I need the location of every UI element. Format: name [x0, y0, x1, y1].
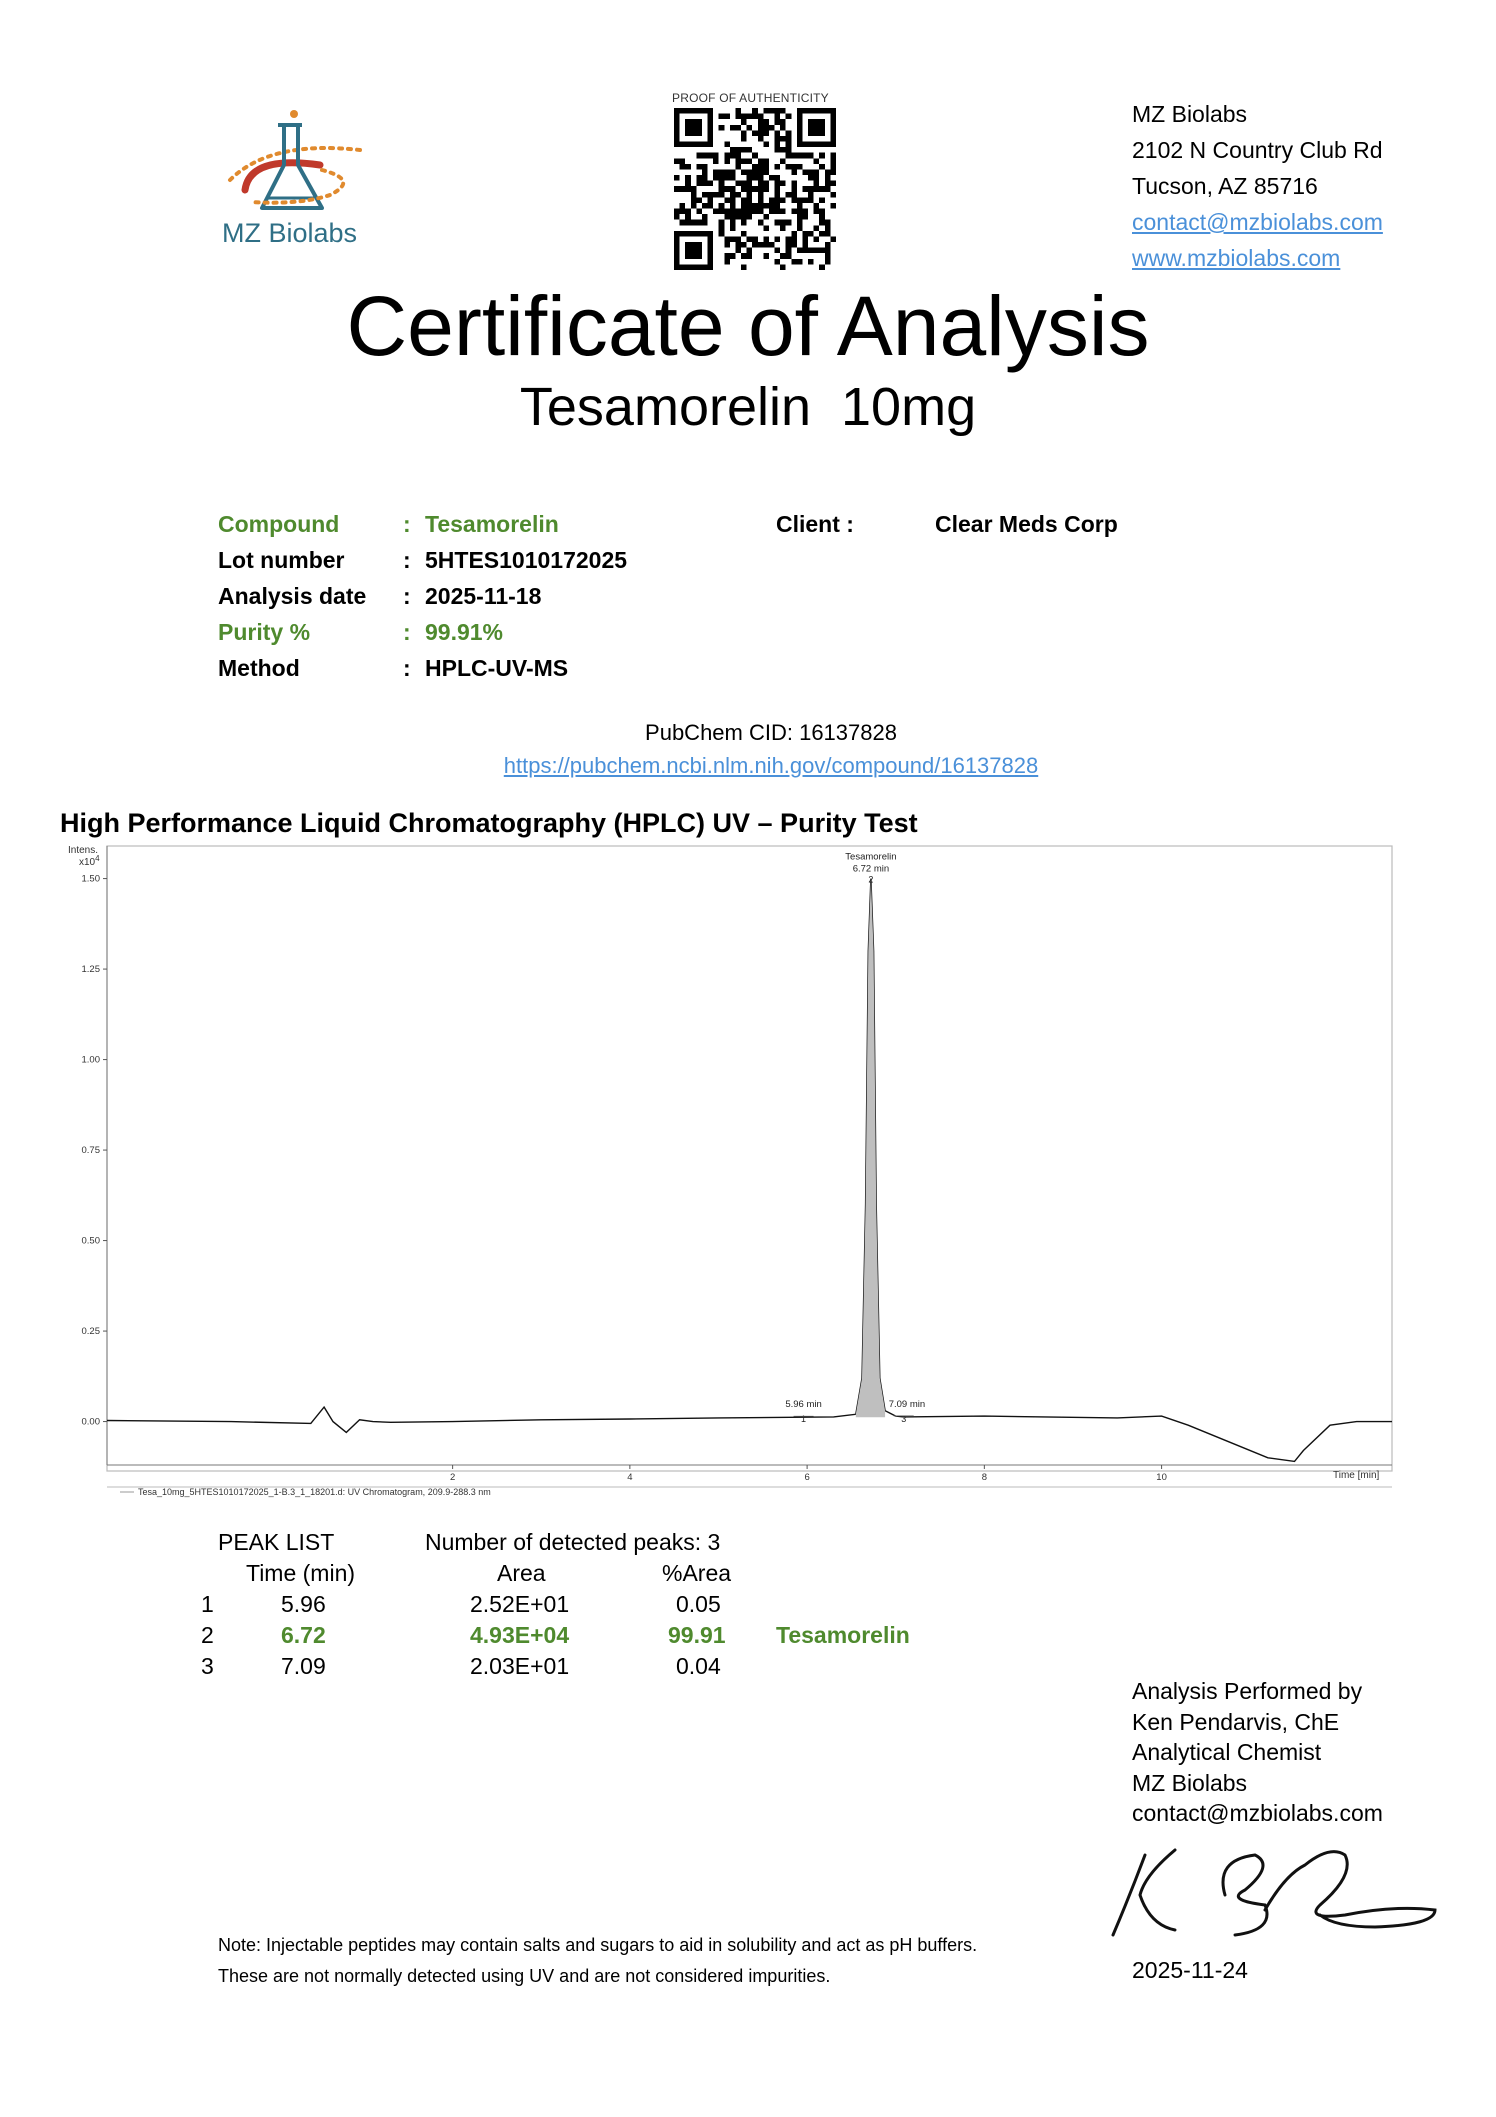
date-value: 2025-11-18: [425, 583, 542, 609]
y-axis-label: Intens.: [68, 845, 99, 856]
x-axis-label: Time [min]: [1333, 1470, 1380, 1481]
footnote-line1: Note: Injectable peptides may contain salts and sugars to aid in solubility and act as pH buffers.: [218, 1935, 978, 1955]
pubchem-block: [0, 716, 1496, 782]
x-tick-label: 4: [627, 1472, 633, 1483]
peak-row-n: 3: [201, 1653, 214, 1679]
purity-value: 99.91%: [425, 619, 504, 645]
signature-date: 2025-11-24: [1132, 1957, 1248, 1983]
chromatogram-trace: [107, 879, 1392, 1462]
peak-row-time: 5.96: [281, 1591, 326, 1617]
analyst-name: Ken Pendarvis, ChE: [1132, 1708, 1340, 1735]
qr-label: PROOF OF AUTHENTICITY: [672, 91, 829, 105]
peak-count: Number of detected peaks: 3: [425, 1529, 721, 1555]
analyst-block: [1132, 1676, 1383, 1829]
y-tick-label: 1.50: [81, 873, 100, 885]
lot-label: Lot number: [218, 547, 345, 573]
hplc-section-title: High Performance Liquid Chromatography (HPLC) UV – Purity Test: [60, 808, 918, 838]
page-title: Certificate of Analysis: [346, 279, 1150, 373]
date-label: Analysis date: [218, 583, 367, 609]
qr-code: [674, 108, 836, 270]
peak-annotation-number: 3: [901, 1413, 907, 1424]
lab-name: MZ Biolabs: [1132, 101, 1248, 127]
peak-row-pct: 99.91: [668, 1622, 726, 1648]
x-tick-label: 6: [804, 1472, 810, 1483]
compound-label: Compound: [218, 511, 340, 537]
peak-row-pct: 0.04: [676, 1653, 721, 1679]
lot-colon: :: [403, 547, 411, 573]
peak-row-n: 2: [201, 1622, 214, 1648]
analyst-org: MZ Biolabs: [1132, 1769, 1248, 1796]
hplc-chromatogram: [60, 840, 1400, 1502]
client-label: Client :: [776, 511, 854, 537]
peak-annotation-number: 1: [801, 1414, 807, 1425]
footnote-line2: These are not normally detected using UV and are not considered impurities.: [218, 1966, 831, 1986]
pubchem-cid: PubChem CID: 16137828: [645, 720, 897, 745]
lab-city: Tucson, AZ 85716: [1132, 173, 1318, 199]
main-peak-area: [856, 879, 885, 1418]
peak-row-area: 2.52E+01: [470, 1591, 570, 1617]
peak-row-area: 2.03E+01: [470, 1653, 570, 1679]
plot-frame: [107, 846, 1392, 1471]
peak-list-title: PEAK LIST: [218, 1529, 335, 1555]
peak-row-compound: Tesamorelin: [776, 1622, 910, 1648]
y-tick-label: 0.50: [81, 1235, 100, 1247]
x-tick-label: 10: [1156, 1472, 1167, 1483]
header-area: Area: [497, 1560, 546, 1586]
page-subtitle: Tesamorelin 10mg: [519, 377, 977, 437]
footnote: [218, 1930, 977, 1992]
peak-annotation-time: 7.09 min: [888, 1398, 926, 1410]
peak-annotation-number: 2: [868, 874, 874, 885]
pubchem-link[interactable]: https://pubchem.ncbi.nlm.nih.gov/compound/16137828: [503, 753, 1039, 778]
analyst-line1: Analysis Performed by: [1132, 1678, 1363, 1704]
qr-modules: [674, 108, 836, 270]
peak-row-time: 7.09: [281, 1653, 326, 1679]
y-tick-label: 1.00: [81, 1054, 100, 1066]
peak-row-area: 4.93E+04: [470, 1622, 570, 1648]
lab-website-link[interactable]: www.mzbiolabs.com: [1132, 245, 1341, 271]
y-tick-label: 1.25: [81, 964, 100, 976]
header-pct-area: %Area: [662, 1560, 732, 1586]
peak-row-n: 1: [201, 1591, 214, 1617]
lot-value: 5HTES1010172025: [425, 547, 628, 573]
header-time: Time (min): [246, 1560, 356, 1586]
lab-street: 2102 N Country Club Rd: [1132, 137, 1383, 163]
client-value: Clear Meds Corp: [935, 511, 1118, 537]
compound-colon: :: [403, 511, 411, 537]
y-tick-label: 0.25: [81, 1326, 100, 1338]
logo-text: MZ Biolabs: [222, 218, 358, 248]
x-tick-label: 8: [981, 1472, 987, 1483]
purity-label: Purity %: [218, 619, 311, 645]
peak-row-pct: 0.05: [676, 1591, 721, 1617]
date-colon: :: [403, 583, 411, 609]
peak-row-time: 6.72: [281, 1622, 326, 1648]
lab-email-link[interactable]: contact@mzbiolabs.com: [1132, 209, 1383, 235]
compound-value: Tesamorelin: [425, 511, 559, 537]
method-colon: :: [403, 655, 411, 681]
peak-annotation-time: 5.96 min: [785, 1399, 822, 1411]
chart-legend: Tesa_10mg_5HTES1010172025_1-B.3_1_18201.d: UV Chromatogram, 209.9-288.3 nm: [138, 1487, 491, 1497]
x-tick-label: 2: [449, 1472, 456, 1483]
analyst-role: Analytical Chemist: [1132, 1739, 1322, 1765]
y-axis-unit: $x10^4$: [79, 854, 100, 868]
peak-annotation-time: 6.72 min: [852, 863, 890, 875]
analyst-email: contact@mzbiolabs.com: [1132, 1800, 1383, 1826]
y-tick-label: 0.75: [81, 1145, 100, 1157]
method-label: Method: [218, 655, 300, 681]
y-tick-label: 0.00: [81, 1416, 100, 1428]
method-value: HPLC-UV-MS: [425, 655, 569, 681]
lab-address-block: [1132, 96, 1383, 276]
peak-annotation-label: Tesamorelin: [845, 851, 897, 863]
signature-image: [1105, 1835, 1445, 1955]
purity-colon: :: [403, 619, 411, 645]
